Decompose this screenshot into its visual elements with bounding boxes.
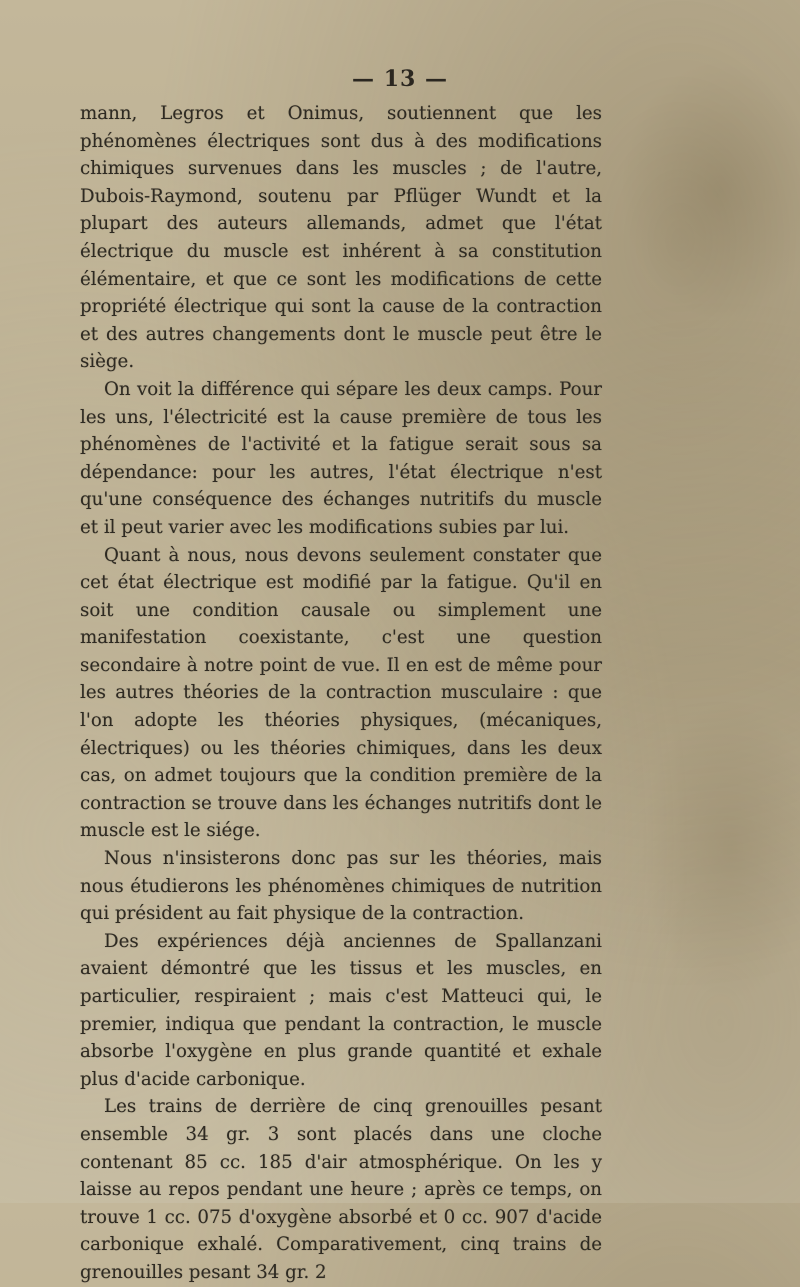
paragraph: mann, Legros et Onimus, soutiennent que les phénomènes électriques sont dus à des modifications chimiques survenues dans les muscles ; de l'autre, Dubois-Raymond, soutenu par Pflüger Wundt et la plupart des auteurs allemands, admet que l'état électrique du muscle est inhérent à sa constitution élémentaire, et que ce sont les modifications de cette propriété électrique qui sont la cause de la contraction et des autres changements dont le muscle peut être le siège. bbox=[80, 103, 602, 373]
paper-stain bbox=[620, 60, 800, 320]
paragraph: On voit la différence qui sépare les deux camps. Pour les uns, l'électricité est la cause première de tous les phénomènes de l'activité et la fatigue serait sous sa dépendance: pour les autres, l'état électrique n'est qu'une conséquence des échanges nutritifs du muscle et il peut varier avec les modifications subies par lui. bbox=[80, 378, 602, 538]
paragraph: Nous n'insisterons donc pas sur les théories, mais nous étudierons les phénomènes chimiques de nutrition qui président au fait physique de la contraction. bbox=[80, 848, 602, 925]
paper-stain bbox=[640, 700, 800, 1000]
body-text bbox=[80, 100, 602, 1287]
paragraph: Quant à nous, nous devons seulement constater que cet état électrique est modifié par la fatigue. Qu'il en soit une condition causale ou simplement une manifestation coexistante, c'est une question secondaire à notre point de vue. Il en est de même pour les autres théories de la contraction musculaire : que l'on adopte les théories physiques, (mécaniques, électriques) ou les théories chimiques, dans les deux cas, on admet toujours que la condition première de la contraction se trouve dans les échanges nutritifs dont le muscle est le siége. bbox=[80, 544, 602, 842]
paragraph: Les trains de derrière de cinq grenouilles pesant ensemble 34 gr. 3 sont placés dans une cloche contenant 85 cc. 185 d'air atmosphérique. On les y laisse au repos pendant une heure ; après ce temps, on trouve 1 cc. 075 d'oxygène absorbé et 0 cc. 907 d'acide carbonique exhalé. Comparativement, cinq trains de grenouilles pesant 34 gr. 2 bbox=[80, 1096, 602, 1283]
paragraph: Des expériences déjà anciennes de Spallanzani avaient démontré que les tissus et les muscles, en particulier, respiraient ; mais c'est Matteuci qui, le premier, indiqua que pendant la contraction, le muscle absorbe l'oxygène en plus grande quantité et exhale plus d'acide carbonique. bbox=[80, 930, 602, 1090]
page-number: — 13 — bbox=[352, 66, 448, 92]
